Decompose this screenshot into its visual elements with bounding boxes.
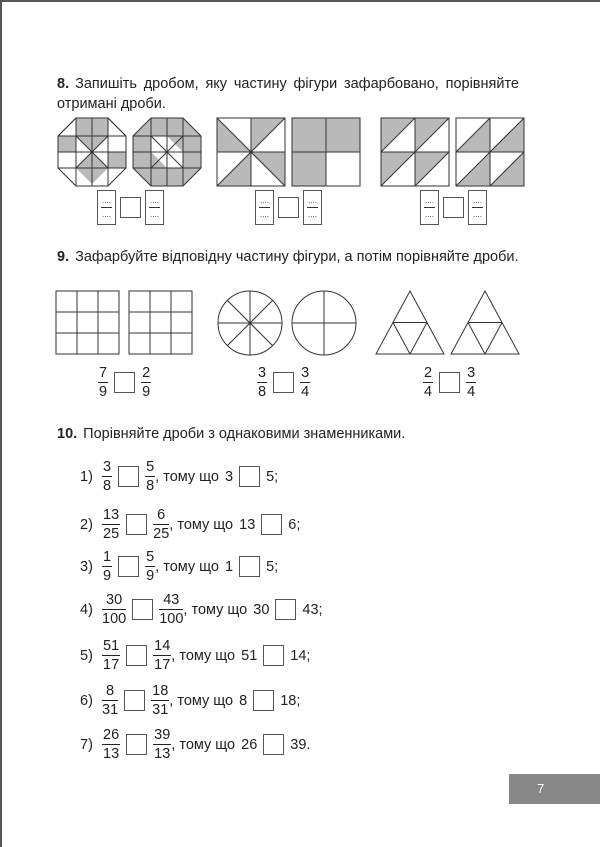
compare-box[interactable] [239, 556, 260, 577]
compare-box[interactable] [439, 372, 460, 393]
grid-3x3-figure-2 [129, 291, 192, 354]
fraction: $\frac{8}{31}$ [102, 683, 119, 719]
compare-box[interactable] [126, 514, 147, 535]
fraction: $\frac{18}{31}$ [152, 683, 169, 719]
because-text: , тому що [171, 736, 236, 753]
task8-heading [57, 74, 519, 114]
octagon-figure-2 [133, 118, 201, 186]
task9-compare-3 [423, 365, 476, 400]
square-star-figure [217, 118, 285, 186]
fraction: $\frac{51}{17}$ [103, 638, 120, 674]
right-value: 5; [266, 558, 279, 575]
left-value: 13 [239, 516, 256, 533]
fraction: $\frac{2}{4}$ [424, 365, 433, 401]
left-value: 30 [253, 601, 270, 618]
page-number: 7 [537, 781, 545, 796]
compare-box[interactable] [126, 734, 147, 755]
left-value: 1 [225, 558, 234, 575]
right-value: 43; [302, 601, 323, 618]
square-quarters-figure [292, 118, 360, 186]
task10-text: Порівняйте дроби з однаковими знаменниками. [83, 426, 406, 442]
fraction: $\frac{39}{13}$ [154, 727, 171, 763]
circle-eighths-figure [218, 291, 282, 355]
item-index: 1) [80, 468, 93, 485]
fraction: $\frac{5}{9}$ [146, 549, 155, 585]
page-border-top [0, 0, 600, 2]
task8-answer-1 [97, 190, 164, 225]
left-value: 51 [241, 647, 258, 664]
item-index: 7) [80, 736, 93, 753]
compare-box[interactable] [261, 514, 282, 535]
fraction-blank[interactable]: .... .... [420, 190, 439, 225]
task10-item-7 [80, 727, 310, 762]
task8-octagons [57, 117, 207, 187]
task8-answer-2 [255, 190, 322, 225]
fraction: $\frac{3}{4}$ [467, 365, 476, 401]
compare-box[interactable] [253, 690, 274, 711]
fraction: $\frac{30}{100}$ [102, 592, 127, 628]
fraction-blank[interactable]: .... .... [97, 190, 116, 225]
task9-compare-2 [257, 365, 310, 400]
task9-circles [217, 290, 359, 356]
task10-item-4 [80, 592, 323, 627]
task8-number: 8. [57, 76, 70, 92]
triangle-figure-1 [376, 291, 444, 354]
item-index: 5) [80, 647, 93, 664]
left-value: 8 [239, 692, 248, 709]
because-text: , тому що [171, 647, 236, 664]
diag-grid-figure-1 [381, 118, 449, 186]
left-value: 3 [225, 468, 234, 485]
fraction: $\frac{3}{8}$ [258, 365, 267, 401]
compare-box[interactable] [132, 599, 153, 620]
fraction: $\frac{5}{8}$ [146, 459, 155, 495]
fraction: $\frac{6}{25}$ [153, 507, 170, 543]
triangle-figure-2 [451, 291, 519, 354]
fraction: $\frac{43}{100}$ [159, 592, 184, 628]
compare-box[interactable] [239, 466, 260, 487]
because-text: , тому що [183, 601, 248, 618]
because-text: , тому що [169, 692, 234, 709]
fraction-blank[interactable]: .... .... [468, 190, 487, 225]
item-index: 6) [80, 692, 93, 709]
task8-text: Запишіть дробом, яку частину фігури зафарбовано, порівняйте отримані дроби. [57, 76, 519, 112]
compare-box[interactable] [120, 197, 141, 218]
task8-squares [216, 117, 361, 187]
compare-box[interactable] [118, 556, 139, 577]
fraction: $\frac{1}{9}$ [103, 549, 112, 585]
compare-box[interactable] [275, 599, 296, 620]
because-text: , тому що [155, 468, 219, 485]
task10-item-6 [80, 683, 300, 718]
task9-heading [57, 247, 519, 267]
fraction: $\frac{2}{9}$ [142, 365, 151, 401]
because-text: , тому що [155, 558, 219, 575]
task9-compare-1 [98, 365, 151, 400]
page-number-tab [509, 774, 600, 804]
fraction: $\frac{7}{9}$ [99, 365, 108, 401]
right-value: 18; [280, 692, 301, 709]
fraction: $\frac{3}{8}$ [103, 459, 112, 495]
task8-diagonal-squares [380, 117, 525, 187]
compare-box[interactable] [114, 372, 135, 393]
compare-box[interactable] [273, 372, 294, 393]
right-value: 39. [290, 736, 311, 753]
diag-grid-figure-2 [456, 118, 524, 186]
task10-number: 10. [57, 426, 78, 442]
task9-text: Зафарбуйте відповідну частину фігури, а потім порівняйте дроби. [75, 249, 519, 265]
fraction: $\frac{3}{4}$ [301, 365, 310, 401]
page-border-left [0, 0, 2, 847]
fraction-blank[interactable]: .... .... [303, 190, 322, 225]
fraction: $\frac{14}{17}$ [154, 638, 171, 674]
fraction: $\frac{26}{13}$ [103, 727, 120, 763]
right-value: 6; [288, 516, 301, 533]
fraction: $\frac{13}{25}$ [103, 507, 120, 543]
task10-item-1 [80, 459, 278, 494]
grid-3x3-figure-1 [56, 291, 119, 354]
task9-number: 9. [57, 249, 70, 265]
compare-box[interactable] [124, 690, 145, 711]
task10-item-5 [80, 638, 310, 673]
task8-answer-3 [420, 190, 487, 225]
compare-box[interactable] [263, 645, 284, 666]
task9-grids [55, 290, 195, 356]
item-index: 2) [80, 516, 93, 533]
compare-box[interactable] [443, 197, 464, 218]
compare-box[interactable] [118, 466, 139, 487]
left-value: 26 [241, 736, 258, 753]
fraction-blank[interactable]: .... .... [145, 190, 164, 225]
octagon-figure-1 [58, 118, 126, 186]
compare-box[interactable] [263, 734, 284, 755]
compare-box[interactable] [278, 197, 299, 218]
task10-item-2 [80, 507, 300, 542]
right-value: 5; [266, 468, 279, 485]
item-index: 3) [80, 558, 93, 575]
task9-triangles [375, 290, 523, 356]
item-index: 4) [80, 601, 93, 618]
right-value: 14; [290, 647, 311, 664]
circle-quarters-figure [292, 291, 356, 355]
because-text: , тому що [169, 516, 234, 533]
compare-box[interactable] [126, 645, 147, 666]
task10-item-3 [80, 549, 278, 584]
task10-heading [57, 424, 527, 444]
fraction-blank[interactable]: .... .... [255, 190, 274, 225]
